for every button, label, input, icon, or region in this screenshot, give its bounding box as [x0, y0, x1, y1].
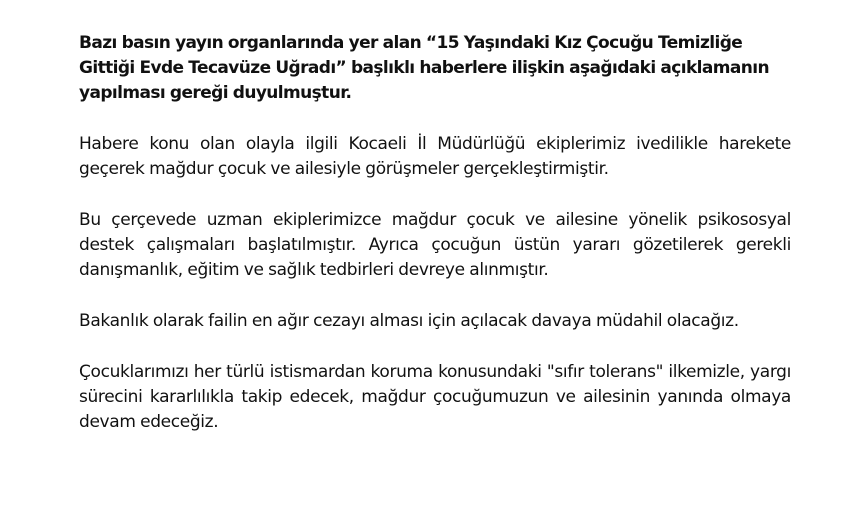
- statement-paragraph-commitment: Çocuklarımızı her türlü istismardan koruma konusundaki "sıfır tolerans" ilkemizle, yargı sürecini kararlılıkla takip edecek, mağdur çocuğumuzun ve ailesinin yanında olmaya devam edeceğiz.: [79, 362, 791, 432]
- statement-intro: Bazı basın yayın organlarında yer alan “15 Yaşındaki Kız Çocuğu Temizliğe Gittiği Evde Tecavüze Uğradı” başlıklı haberlere ilişkin aşağıdaki açıklamanın yapılması gereği duyulmuştur.: [79, 33, 769, 103]
- statement-paragraph-support: Bu çerçevede uzman ekiplerimizce mağdur çocuk ve ailesine yönelik psikososyal destek çalışmaları başlatılmıştır. Ayrıca çocuğun üstün yararı gözetilerek gerekli danışmanlık, eğitim ve sağlık tedbirleri devreye alınmıştır.: [79, 210, 791, 280]
- statement-paragraph-intervention: Bakanlık olarak failin en ağır cezayı alması için açılacak davaya müdahil olacağız.: [79, 311, 739, 331]
- statement-paragraph-investigation: Habere konu olan olayla ilgili Kocaeli İl Müdürlüğü ekiplerimiz ivedilikle harekete geçerek mağdur çocuk ve ailesiyle görüşmeler gerçekleştirmiştir.: [79, 134, 791, 179]
- press-statement: [79, 31, 791, 435]
